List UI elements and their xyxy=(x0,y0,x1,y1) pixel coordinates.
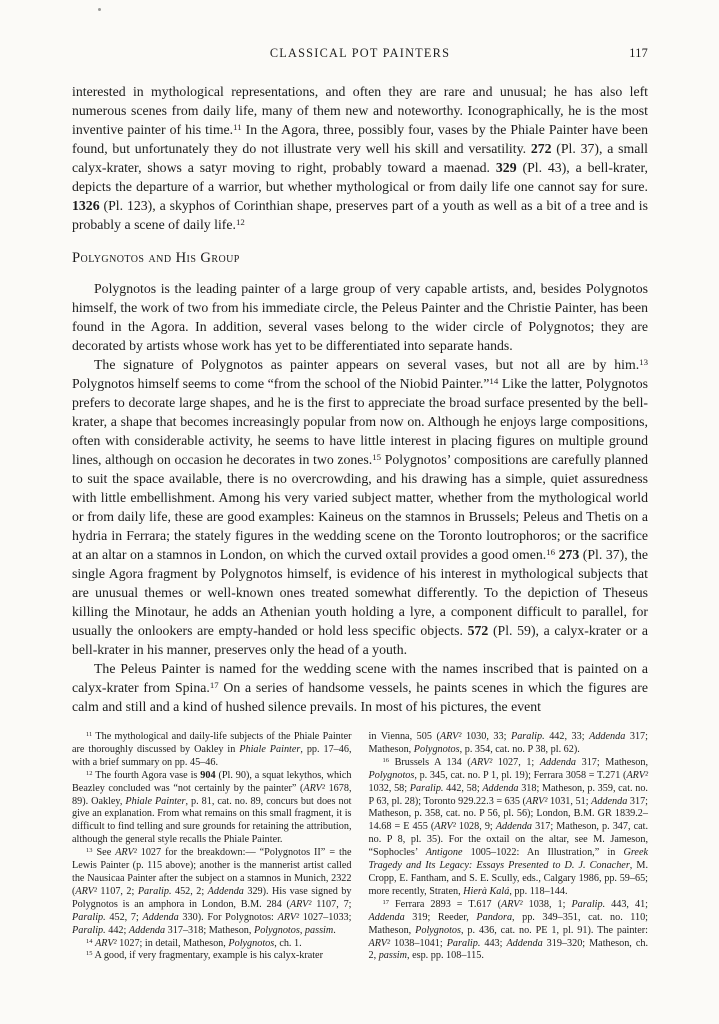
section-heading: Polygnotos and His Group xyxy=(72,250,240,266)
paragraph-polygnotos-group: Polygnotos is the leading painter of a large group of very capable artists, and, besides Polygnotos himself, the work of two from his immediate circle, the Peleus Painter and the Christie Painter, has been found in the Agora. In addition, several vases belong to the wider circle of Polygnotos; they are decorated by artists whose work has yet to be differentiated into separate hands. xyxy=(72,281,648,353)
footnote-16: $^{16}$ Brussels A 134 (ARV² 1027, 1; Addenda 317; Matheson, Polygnotos, p. 345, cat. no. P 1, pl. 19); Ferrara 3058 = T.271 (ARV² 1032, 58; Paralip. 442, 58; Addenda 318; Matheson, p. 359, cat. no. P 63, pl. 28); Toronto 929.22.3 = 635 (ARV² 1031, 51; Addenda 317; Matheson, p. 358, cat. no. P 56, pl. 56); London, B.M. GR 1839.2–14.68 = E 455 (ARV² 1028, 9; Addenda 317; Matheson, p. 347, cat. no. P 8, pl. 35). For the oxtail on the altar, see M. Jameson, “Sophocles’ Antigone 1005–1022: An Illustration,” in Greek Tragedy and Its Legacy: Essays Presented to D. J. Conacher, M. Cropp, E. Fantham, and S. E. Scully, eds., Calgary 1986, pp. 59–65; more recently, Straten, Hierà Kalá, pp. 118–144. xyxy=(368,756,648,897)
footnote-column-right xyxy=(369,731,649,963)
running-head xyxy=(72,46,648,62)
paragraph-polygnotos-style: The signature of Polygnotos as painter appears on several vases, but not all are by him.$^{13}$ Polygnotos himself seems to come “from the school of the Niobid Painter.”$^{14}$ Like the latter, Polygnotos prefers to decorate large shapes, and he is the first to appreciate the broad surface presented by the bell-krater, a shape that becomes increasingly popular from now on. Although he enjoys large compositions, often with considerable activity, he seems to have little interest in placing figures on multiple ground lines, although on occasion he decorates in two zones.$^{15}$ Polygnotos’ compositions are carefully planned to suit the space available, there is no overcrowding, and his drawing has a simple, quiet assuredness with little embellishment. Among his very varied subject matter, whether from the mythological world or from daily life, these are good examples: Kaineus on the stamnos in Brussels; Peleus and Thetis on a hydria in Ferrara; the stately figures in the wedding scene on the Toronto loutrophoros; or the sacrifice at an altar on a stamnos in London, on which the curved oxtail provides a good omen.$^{16}$ 273 (Pl. 37), the single Agora fragment by Polygnotos himself, is evidence of his interest in mythological subjects that are unusual themes or well-known ones treated somewhat differently. To the depiction of Theseus killing the Minotaur, he adds an Athenian youth holding a lyre, a component difficult to parallel, for usually the onlookers are empty-handed or hold less specific objects. 572 (Pl. 59), a calyx-krater or a bell-krater in his manner, preserves only the head of a youth. xyxy=(72,357,648,657)
footnote-15: $^{15}$ A good, if very fragmentary, example is his calyx-krater xyxy=(86,950,323,962)
footnote-11: $^{11}$ The mythological and daily-life subjects of the Phiale Painter are thoroughly discussed by Oakley in Phiale Painter, pp. 17–46, with a brief summary on pp. 45–46. xyxy=(72,731,352,768)
footnote-15-continued: in Vienna, 505 (ARV² 1030, 33; Paralip. 442, 33; Addenda 317; Matheson, Polygnotos, p. 354, cat. no. P 38, pl. 62). xyxy=(368,731,648,755)
footnotes xyxy=(72,731,648,963)
page-number: 117 xyxy=(629,46,648,60)
footnote-14: $^{14}$ ARV² 1027; in detail, Matheson, Polygnotos, ch. 1. xyxy=(86,937,302,949)
main-text xyxy=(72,82,648,716)
paragraph-phiale-painter: interested in mythological representations, and often they are rare and unusual; he has also left numerous scenes from daily life, many of them new and noteworthy. Iconographically, he is the most inventive painter of his time.$^{11}$ In the Agora, three, possibly four, vases by the Phiale Painter have been found, but unfortunately they do not illustrate very well his skill and versatility. 272 (Pl. 37), a small calyx-krater, shows a satyr moving to right, probably toward a maenad. 329 (Pl. 43), a bell-krater, depicts the departure of a warrior, but whether mythological or from daily life one cannot say for sure. 1326 (Pl. 123), a skyphos of Corinthian shape, preserves part of a youth as well as a bit of a tree and is probably a scene of daily life.$^{12}$ xyxy=(72,84,648,232)
footnote-12: $^{12}$ The fourth Agora vase is 904 (Pl. 90), a squat lekythos, which Beazley concluded was “not certainly by the painter” (ARV² 1678, 89). Oakley, Phiale Painter, p. 81, cat. no. 89, concurs but does not give an explanation. From what remains on this small fragment, it is difficult to find telling and sure grounds for retaining the attribution, although the general style recalls the Phiale Painter. xyxy=(72,769,352,846)
footnote-column-left xyxy=(72,731,352,963)
paragraph-peleus-painter: The Peleus Painter is named for the wedding scene with the names inscribed that is painted on a calyx-krater from Spina.$^{17}$ On a series of handsome vessels, he paints scenes in which the figures are calm and still and a kind of hushed silence prevails. In most of his pictures, the event xyxy=(72,661,649,714)
running-head-title: CLASSICAL POT PAINTERS xyxy=(269,46,451,60)
footnote-13: $^{13}$ See ARV² 1027 for the breakdown:— “Polygnotos II” = the Lewis Painter (p. 115 above); another is the mannerist artist called the Nausicaa Painter after the subject on a stamnos in Munich, 2322 (ARV² 1107, 2; Paralip. 452, 2; Addenda 329). His vase signed by Polygnotos is an amphora in London, B.M. 284 (ARV² 1107, 7; Paralip. 452, 7; Addenda 330). For Polygnotos: ARV² 1027–1033; Paralip. 442; Addenda 317–318; Matheson, Polygnotos, passim. xyxy=(72,847,352,936)
scan-speck xyxy=(98,8,101,11)
footnote-17: $^{17}$ Ferrara 2893 = T.617 (ARV² 1038, 1; Paralip. 443, 41; Addenda 319; Reeder, Pandora, pp. 349–351, cat. no. 110; Matheson, Polygnotos, p. 436, cat. no. PE 1, pl. 91). The painter: ARV² 1038–1041; Paralip. 443; Addenda 319–320; Matheson, ch. 2, passim, esp. pp. 108–115. xyxy=(368,898,648,962)
